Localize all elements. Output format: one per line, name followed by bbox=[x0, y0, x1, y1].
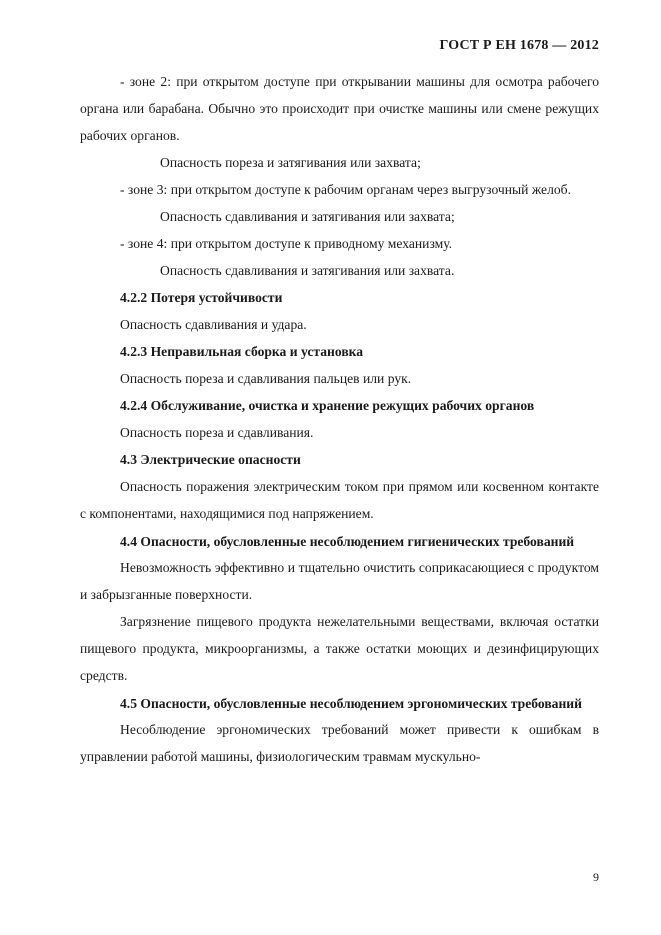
paragraph-4-2-3: Опасность пореза и сдавливания пальцев или рук. bbox=[120, 371, 412, 386]
page-number: 9 bbox=[593, 870, 599, 884]
hazard-zone-4: Опасность сдавливания и затягивания или захвата. bbox=[160, 263, 455, 278]
paragraph-4-5: Несоблюдение эргономических требований может привести к ошибкам в управлении работой машины, физиологическим травмам мускульно- bbox=[80, 722, 599, 764]
heading-4-2-3: 4.2.3 Неправильная сборка и установка bbox=[120, 344, 364, 359]
paragraph-zone-4: - зоне 4: при открытом доступе к приводному механизму. bbox=[120, 236, 453, 251]
document-body bbox=[80, 68, 599, 770]
paragraph-4-4-b: Загрязнение пищевого продукта нежелательными веществами, включая остатки пищевого продукта, микроорганизмы, а также остатки моющих и дезинфицирующих средств. bbox=[80, 614, 599, 683]
paragraph-zone-3: - зоне 3: при открытом доступе к рабочим органам через выгрузочный желоб. bbox=[120, 182, 571, 197]
heading-4-5: 4.5 Опасности, обусловленные несоблюдением эргономических требований bbox=[120, 696, 582, 711]
paragraph-zone-2: - зоне 2: при открытом доступе при открывании машины для осмотра рабочего органа или барабана. Обычно это происходит при очистке машины или смене режущих рабочих органов. bbox=[80, 74, 599, 143]
paragraph-4-2-2: Опасность сдавливания и удара. bbox=[120, 317, 307, 332]
hazard-zone-3: Опасность сдавливания и затягивания или захвата; bbox=[160, 209, 455, 224]
paragraph-4-3: Опасность поражения электрическим током при прямом или косвенном контакте с компонентами, находящимися под напряжением. bbox=[80, 479, 599, 521]
heading-4-3: 4.3 Электрические опасности bbox=[120, 452, 301, 467]
heading-4-4: 4.4 Опасности, обусловленные несоблюдением гигиенических требований bbox=[120, 534, 575, 549]
paragraph-4-2-4: Опасность пореза и сдавливания. bbox=[120, 425, 314, 440]
standard-designation: ГОСТ Р ЕН 1678 — 2012 bbox=[439, 38, 599, 53]
hazard-zone-2: Опасность пореза и затягивания или захвата; bbox=[160, 155, 421, 170]
paragraph-4-4-a: Невозможность эффективно и тщательно очистить соприкасающиеся с продуктом и забрызганные поверхности. bbox=[80, 560, 599, 602]
heading-4-2-4: 4.2.4 Обслуживание, очистка и хранение режущих рабочих органов bbox=[120, 398, 535, 413]
heading-4-2-2: 4.2.2 Потеря устойчивости bbox=[120, 290, 283, 305]
